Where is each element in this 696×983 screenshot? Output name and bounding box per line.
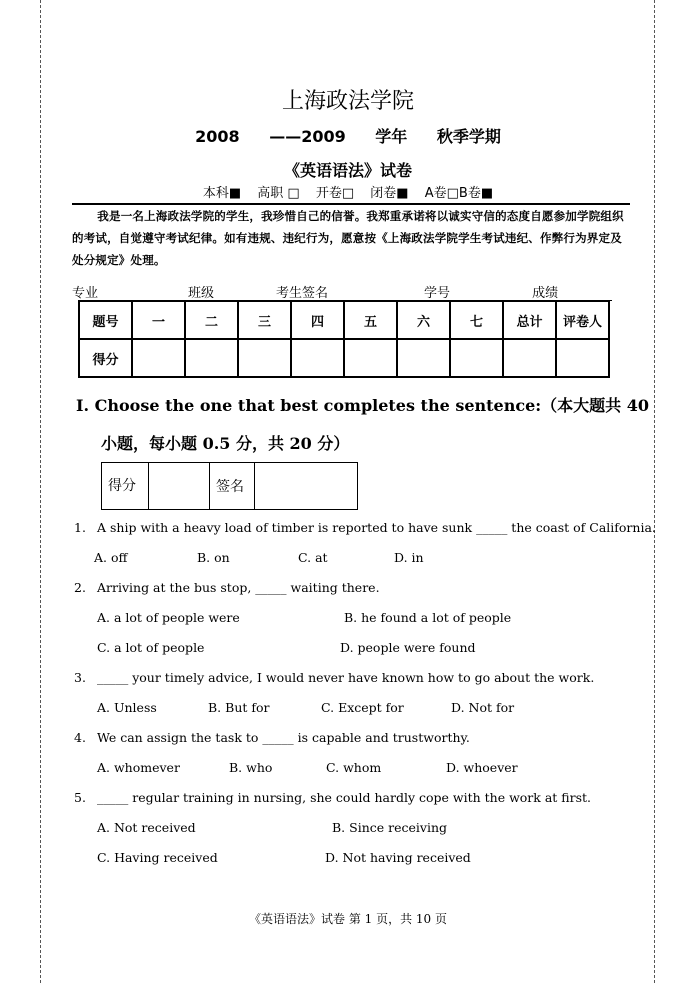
pledge-text: 我是一名上海政法学院的学生，我珍惜自己的信誉。我郑重承诺将以诚实守信的态度自愿参加学院组织的考试，自觉遵守考试纪律。如有违规、违纪行为，愿意按《上海政法学院学生考试违纪、作弊行为界定及处分规定》处理。 [72,209,624,267]
field-class: 班级 [188,286,215,301]
option-vocational: 高职 □ [257,186,300,201]
integrity-pledge [72,203,630,271]
question-text: _____ your timely advice, I would never have known how to go about the work. [97,670,595,685]
student-id-blank[interactable] [450,286,532,301]
score-cell[interactable] [185,339,238,377]
exam-options [0,182,696,201]
option-undergrad: 本科■ [202,186,242,201]
question-text: A ship with a heavy load of timber is reported to have sunk _____ the coast of California. [97,520,656,535]
field-major: 专业 [72,286,99,301]
score-cell[interactable] [450,339,503,377]
year-label: 学年 [375,127,408,146]
option-c[interactable]: C. at [298,550,328,565]
year-start: 2008 [195,127,240,146]
option-d[interactable]: D. whoever [446,760,518,775]
score-cell[interactable] [291,339,344,377]
score-cell[interactable] [238,339,291,377]
option-a[interactable]: A. a lot of people were [97,610,240,625]
school-title: 上海政法学院 [281,89,414,114]
option-c[interactable]: C. Having received [97,850,218,865]
grade-sign-label: 签名 [210,463,255,510]
section-heading-line1: I. Choose the one that best completes the sentence:（本大题共 40 [76,396,650,415]
header-cell: 评卷人 [556,301,609,339]
header-cell: 三 [238,301,291,339]
header-cell: 五 [344,301,397,339]
score-table [78,300,610,378]
question-text: _____ regular training in nursing, she could hardly cope with the work at first. [97,790,591,805]
class-blank[interactable] [214,286,276,301]
question-number: 3. [74,670,86,685]
left-binding-line [40,0,41,983]
question-text: We can assign the task to _____ is capable and trustworthy. [97,730,470,745]
option-closed-book: 闭卷■ [370,186,409,201]
header-cell: 一 [132,301,185,339]
term-line [0,124,696,147]
option-d[interactable]: D. people were found [340,640,476,655]
question-number: 2. [74,580,86,595]
header-cell: 七 [450,301,503,339]
row-label: 得分 [79,339,132,377]
section-heading-line2: 小题，每小题 0.5 分，共 20 分） [101,434,350,453]
header-cell: 总计 [503,301,556,339]
student-info-line [72,282,612,301]
option-c[interactable]: C. Except for [321,700,404,715]
year-end: ——2009 [269,127,346,146]
signature-blank[interactable] [328,286,424,301]
grade-sign-cell[interactable] [255,463,358,510]
option-c[interactable]: C. whom [326,760,382,775]
header-cell: 四 [291,301,344,339]
option-b[interactable]: B. who [229,760,273,775]
question-number: 5. [74,790,86,805]
option-paper-ab: A卷□B卷■ [424,186,494,201]
option-b[interactable]: B. Since receiving [332,820,447,835]
option-d[interactable]: D. in [394,550,424,565]
score-value-row [79,339,609,377]
score-cell[interactable] [344,339,397,377]
score-cell[interactable] [397,339,450,377]
option-b[interactable]: B. on [197,550,230,565]
score-cell[interactable] [132,339,185,377]
header-cell: 二 [185,301,238,339]
option-d[interactable]: D. Not having received [325,850,471,865]
header-cell: 六 [397,301,450,339]
score-cell[interactable] [556,339,609,377]
major-blank[interactable] [98,286,188,301]
question-text: Arriving at the bus stop, _____ waiting there. [97,580,380,595]
grade-blank[interactable] [558,286,612,301]
option-c[interactable]: C. a lot of people [97,640,205,655]
header-cell: 题号 [79,301,132,339]
option-b[interactable]: B. But for [208,700,270,715]
question-number: 4. [74,730,86,745]
field-student-id: 学号 [424,286,451,301]
option-a[interactable]: A. Unless [97,700,157,715]
grade-box [101,462,358,510]
grade-score-label: 得分 [102,463,149,510]
right-binding-line [654,0,655,983]
grade-score-cell[interactable] [149,463,210,510]
option-open-book: 开卷□ [315,186,355,201]
option-a[interactable]: A. whomever [97,760,180,775]
option-d[interactable]: D. Not for [451,700,515,715]
option-a[interactable]: A. off [94,550,128,565]
score-cell[interactable] [503,339,556,377]
term: 秋季学期 [436,127,501,146]
field-grade: 成绩 [532,286,559,301]
exam-title: 《英语语法》试卷 [283,161,412,180]
page-footer: 《英语语法》试卷 第 1 页，共 10 页 [249,912,447,926]
option-b[interactable]: B. he found a lot of people [344,610,512,625]
option-a[interactable]: A. Not received [97,820,196,835]
score-header-row [79,301,609,339]
field-signature: 考生签名 [276,286,329,301]
question-number: 1. [74,520,86,535]
